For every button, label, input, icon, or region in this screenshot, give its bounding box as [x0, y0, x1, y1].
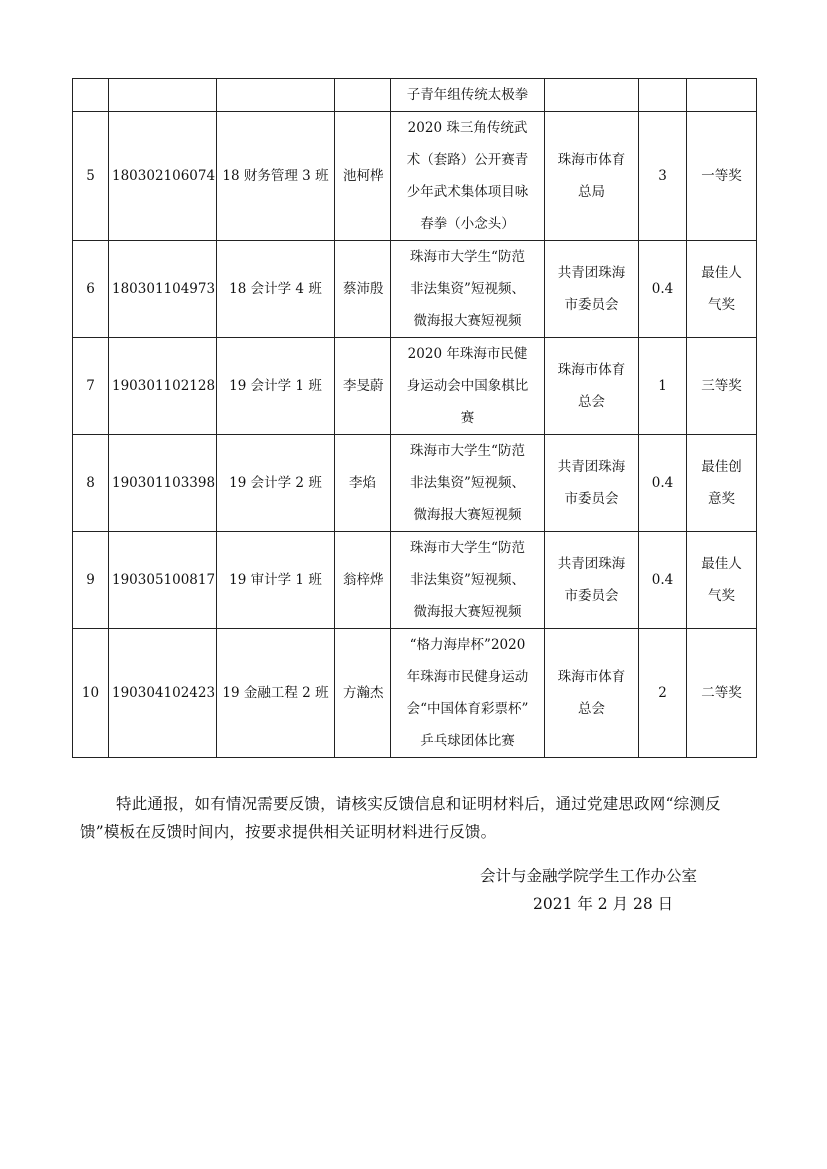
cell-award — [687, 79, 757, 112]
cell-award: 二等奖 — [687, 629, 757, 758]
cell-class: 19 金融工程 2 班 — [217, 629, 335, 758]
cell-no: 5 — [73, 112, 109, 241]
cell-class: 18 会计学 4 班 — [217, 241, 335, 338]
cell-name: 李旻蔚 — [335, 338, 391, 435]
cell-organizer — [545, 79, 639, 112]
cell-class — [217, 79, 335, 112]
cell-award: 最佳创 意奖 — [687, 435, 757, 532]
cell-score: 1 — [639, 338, 687, 435]
table-row — [73, 532, 757, 629]
cell-no: 6 — [73, 241, 109, 338]
cell-name: 池柯桦 — [335, 112, 391, 241]
cell-competition: 珠海市大学生“防范 非法集资”短视频、 微海报大赛短视频 — [391, 532, 545, 629]
cell-no: 8 — [73, 435, 109, 532]
table-row — [73, 338, 757, 435]
cell-competition: 2020 珠三角传统武 术（套路）公开赛青 少年武术集体项目咏 春拳（小念头） — [391, 112, 545, 241]
cell-student-id: 190301103398 — [109, 435, 217, 532]
cell-organizer: 珠海市体育 总会 — [545, 629, 639, 758]
cell-award: 最佳人 气奖 — [687, 241, 757, 338]
cell-class: 19 审计学 1 班 — [217, 532, 335, 629]
cell-no — [73, 79, 109, 112]
table-row-continued — [73, 79, 757, 112]
cell-class: 19 会计学 1 班 — [217, 338, 335, 435]
cell-competition: 子青年组传统太极拳 — [391, 79, 545, 112]
cell-student-id: 180301104973 — [109, 241, 217, 338]
cell-no: 9 — [73, 532, 109, 629]
cell-no: 10 — [73, 629, 109, 758]
cell-student-id: 180302106074 — [109, 112, 217, 241]
cell-organizer: 共青团珠海 市委员会 — [545, 241, 639, 338]
cell-score: 0.4 — [639, 241, 687, 338]
cell-competition: 珠海市大学生“防范 非法集资”短视频、 微海报大赛短视频 — [391, 241, 545, 338]
signature-block — [470, 862, 760, 918]
cell-name — [335, 79, 391, 112]
cell-award: 一等奖 — [687, 112, 757, 241]
cell-score — [639, 79, 687, 112]
cell-class: 19 会计学 2 班 — [217, 435, 335, 532]
awards-table — [72, 78, 757, 758]
cell-student-id: 190301102128 — [109, 338, 217, 435]
cell-competition: 2020 年珠海市民健 身运动会中国象棋比 赛 — [391, 338, 545, 435]
table-row — [73, 435, 757, 532]
notice-paragraph — [80, 790, 750, 846]
cell-name: 李焰 — [335, 435, 391, 532]
cell-competition: 珠海市大学生“防范 非法集资”短视频、 微海报大赛短视频 — [391, 435, 545, 532]
cell-name: 翁梓烨 — [335, 532, 391, 629]
table-row — [73, 241, 757, 338]
cell-name: 蔡沛殷 — [335, 241, 391, 338]
cell-organizer: 珠海市体育 总会 — [545, 338, 639, 435]
table-row — [73, 629, 757, 758]
cell-score: 0.4 — [639, 532, 687, 629]
cell-organizer: 珠海市体育 总局 — [545, 112, 639, 241]
cell-student-id: 190305100817 — [109, 532, 217, 629]
cell-score: 2 — [639, 629, 687, 758]
cell-student-id — [109, 79, 217, 112]
cell-student-id: 190304102423 — [109, 629, 217, 758]
cell-award: 最佳人 气奖 — [687, 532, 757, 629]
cell-name: 方瀚杰 — [335, 629, 391, 758]
cell-class: 18 财务管理 3 班 — [217, 112, 335, 241]
cell-no: 7 — [73, 338, 109, 435]
cell-score: 3 — [639, 112, 687, 241]
cell-score: 0.4 — [639, 435, 687, 532]
cell-award: 三等奖 — [687, 338, 757, 435]
table-row — [73, 112, 757, 241]
cell-organizer: 共青团珠海 市委员会 — [545, 532, 639, 629]
signature-org: 会计与金融学院学生工作办公室 — [480, 867, 698, 885]
signature-date: 2021 年 2 月 28 日 — [533, 895, 674, 913]
notice-text: 特此通报，如有情况需要反馈，请核实反馈信息和证明材料后，通过党建思政网“综测反馈”模板在反馈时间内，按要求提供相关证明材料进行反馈。 — [80, 795, 721, 841]
cell-organizer: 共青团珠海 市委员会 — [545, 435, 639, 532]
cell-competition: “格力海岸杯”2020 年珠海市民健身运动 会“中国体育彩票杯” 乒乓球团体比赛 — [391, 629, 545, 758]
